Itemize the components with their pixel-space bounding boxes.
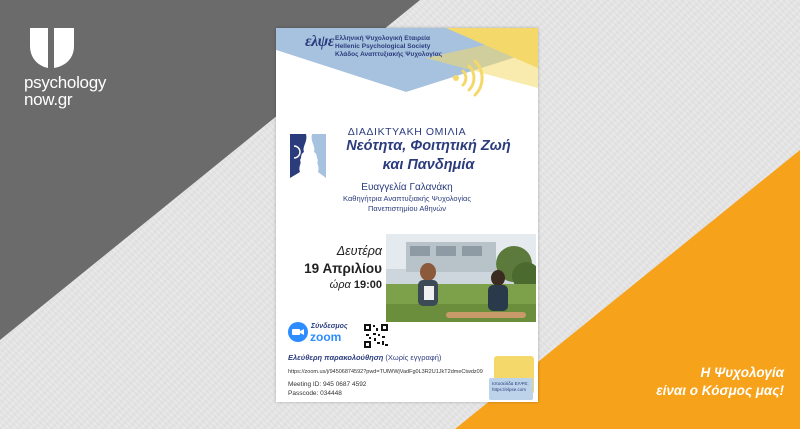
speaker-role-line1: Καθηγήτρια Αναπτυξιακής Ψυχολογίας <box>343 194 471 203</box>
event-poster <box>276 28 538 402</box>
event-date <box>282 243 382 293</box>
faces-icon <box>288 132 328 180</box>
website-label: Ιστοσελίδα ΕΛΨΕ: <box>492 381 529 386</box>
talk-type: ΔΙΑΔΙΚΤΥΑΚΗ ΟΜΙΛΙΑ <box>347 126 467 138</box>
talk-title <box>326 137 531 175</box>
speaker-info <box>276 181 538 214</box>
free-attendance-bold: Ελεύθερη παρακολούθηση <box>288 353 384 362</box>
society-branch: Κλάδος Αναπτυξιακής Ψυχολογίας <box>335 51 443 58</box>
event-time-value: 19:00 <box>353 279 382 291</box>
meeting-passcode: Passcode: 034448 <box>288 390 342 397</box>
brand-name-line1: psychology <box>24 73 107 92</box>
free-attendance-note: (Χωρίς εγγραφή) <box>385 353 442 362</box>
free-attendance <box>288 353 441 362</box>
tagline <box>594 364 784 400</box>
talk-title-line1: Νεότητα, Φοιτητική Ζωή <box>346 138 511 154</box>
meeting-details <box>288 380 366 398</box>
students-photo <box>386 234 536 322</box>
zoom-url-link[interactable]: https://zoom.us/j/94506874592?pwd=TUlWWjVadFg0L3R2U1JkT2dmeCtwdz09 <box>288 369 483 375</box>
talk-title-line2: και Πανδημία <box>382 157 475 173</box>
student-left <box>418 263 438 306</box>
zoom-link-label: Σύνδεσμος <box>311 323 348 330</box>
website-url[interactable]: https://elpse.com <box>492 387 527 392</box>
website-box <box>489 378 533 400</box>
tagline-line1: Η Ψυχολογία <box>700 365 784 380</box>
qr-code-icon[interactable] <box>364 324 388 348</box>
brand-name-line2: now.gr <box>24 90 73 109</box>
event-day: Δευτέρα <box>336 244 382 258</box>
zoom-brand: zoom <box>310 330 342 344</box>
meeting-id: Meeting ID: 945 0687 4592 <box>288 381 367 388</box>
society-name-english: Hellenic Psychological Society <box>335 43 431 50</box>
society-logo: ελψε <box>305 33 334 50</box>
society-name <box>335 35 442 59</box>
event-time <box>282 278 382 293</box>
society-name-greek: Ελληνική Ψυχολογική Εταιρεία <box>335 35 430 42</box>
event-time-prefix: ώρα <box>329 279 351 291</box>
speaker-name: Ευαγγελία Γαλανάκη <box>361 182 453 193</box>
tagline-line2: είναι ο Κόσμος μας! <box>656 383 784 398</box>
psychologynow-logo-icon <box>28 26 76 68</box>
event-date-text: 19 Απριλίου <box>304 261 382 276</box>
psychologynow-brand[interactable] <box>24 26 124 108</box>
speaker-role-line2: Πανεπιστημίου Αθηνών <box>367 204 447 213</box>
brand-name <box>24 74 124 108</box>
zoom-icon <box>288 322 308 342</box>
